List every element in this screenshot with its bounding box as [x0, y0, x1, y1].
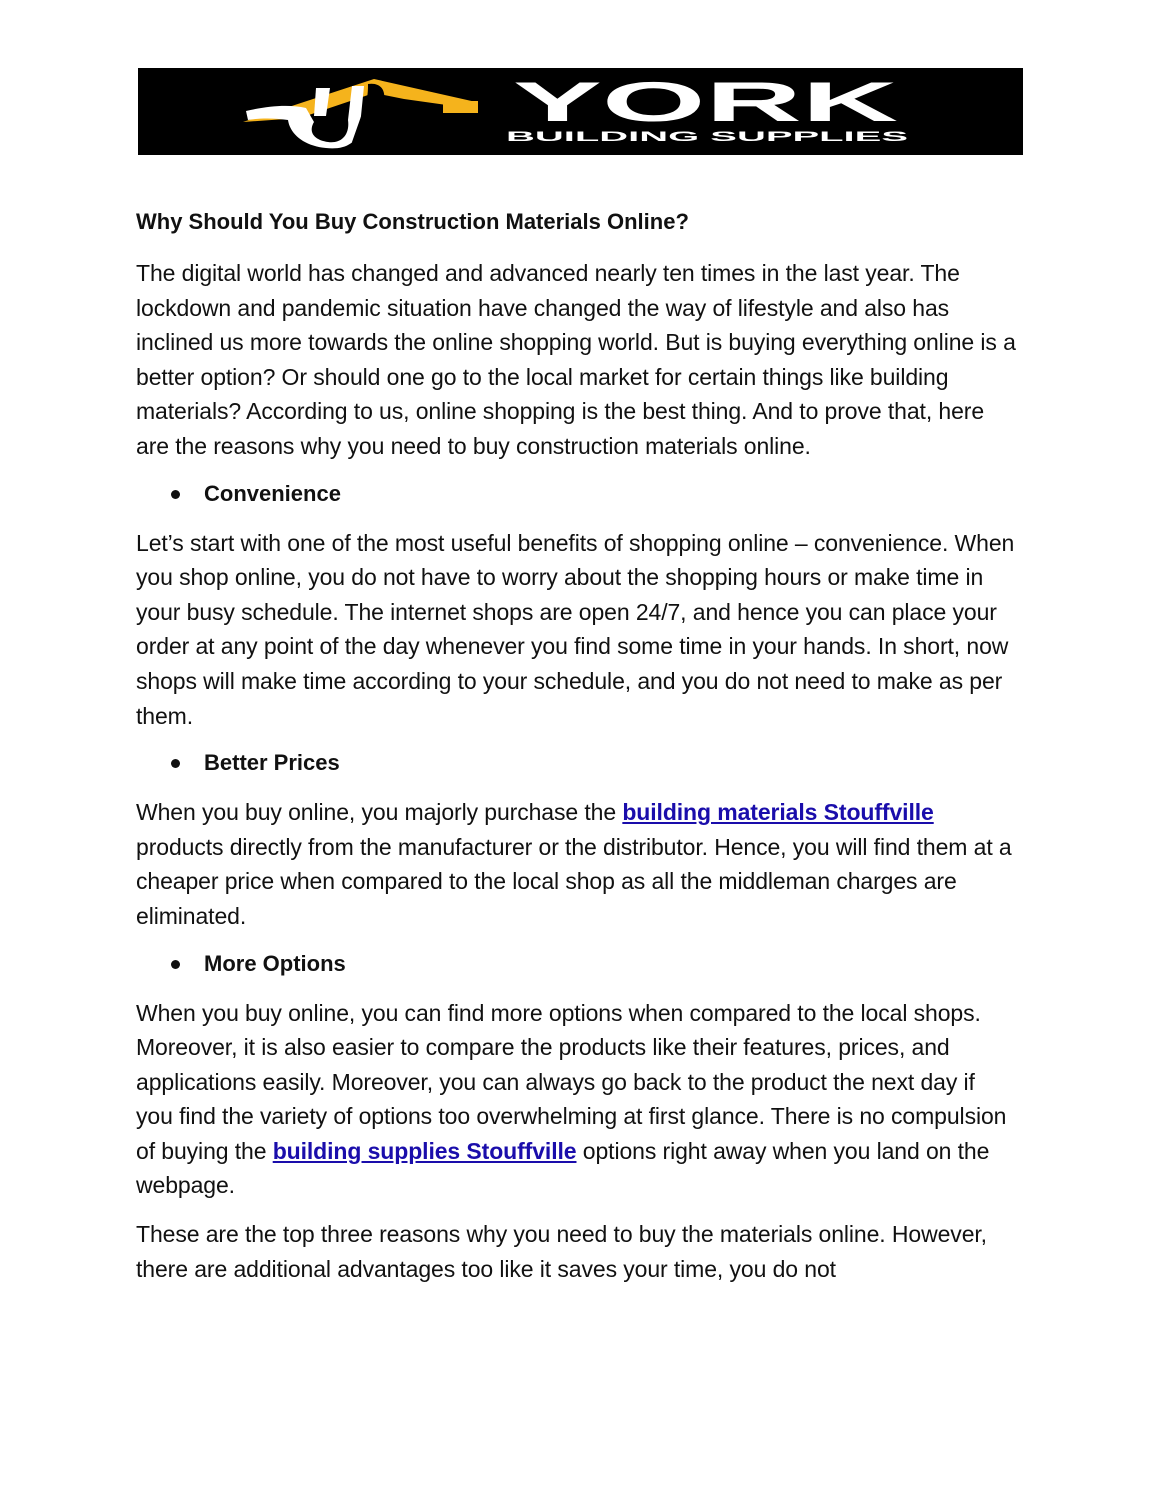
york-banner: [138, 68, 1023, 155]
bullet-convenience: [136, 478, 1016, 510]
bullet-dot: [171, 960, 180, 969]
better-prices-paragraph: [136, 795, 1016, 933]
article-body: [136, 206, 1016, 1300]
banner-tagline: BUILDING SUPPLIES: [506, 128, 908, 144]
paragraph-text: options right away when you land on the webpage.: [136, 1137, 990, 1199]
closing-paragraph: These are the top three reasons why you need to buy the materials online. However, there are additional advantages too like it saves your time, you do not: [136, 1221, 987, 1282]
paragraph-text: When you buy online, you majorly purchase the: [136, 799, 623, 826]
bullet-label: Better Prices: [204, 750, 340, 776]
paragraph-text: products directly from the manufacturer or the distributor. Hence, you will find them at a cheaper price when compared to the local shop as all the middleman charges are eliminated.: [136, 833, 1012, 929]
more-options-paragraph: [136, 996, 1016, 1204]
bullet-dot: [171, 759, 180, 768]
building-materials-link[interactable]: building materials Stouffville: [622, 799, 934, 826]
house-logo-icon: [138, 68, 1023, 155]
building-supplies-link[interactable]: building supplies Stouffville: [272, 1137, 577, 1164]
convenience-paragraph: Let’s start with one of the most useful benefits of shopping online – convenience. When you shop online, you do not have to worry about the shopping hours or make time in your busy schedule. The internet shops are open 24/7, and hence you can place your order at any point of the day whenever you find some time in your hands. In short, now shops will make time according to your schedule, and you do not need to make as per them.: [136, 529, 1015, 729]
article-title: Why Should You Buy Construction Materials Online?: [136, 209, 689, 234]
bullet-label: More Options: [204, 950, 346, 976]
bullet-more-options: [136, 948, 1016, 980]
intro-paragraph: The digital world has changed and advanced nearly ten times in the last year. The lockdown and pandemic situation have changed the way of lifestyle and also has inclined us more towards the online shopping world. But is buying everything online is a better option? Or should one go to the local market for certain things like building materials? According to us, online shopping is the best thing. And to prove that, here are the reasons why you need to buy construction materials online.: [136, 260, 1016, 459]
bullet-better-prices: [136, 747, 1016, 779]
bullet-label: Convenience: [204, 480, 341, 506]
bullet-dot: [171, 490, 180, 499]
banner-brand: YORK: [513, 70, 898, 133]
paragraph-text: When you buy online, you can find more options when compared to the local shops. Moreover, it is also easier to compare the products like their features, prices, and applications easily. Moreover, you can always go back to the product the next day if you find the variety of options too overwhelming at first glance. There is no compulsion of buying the: [136, 999, 1007, 1164]
